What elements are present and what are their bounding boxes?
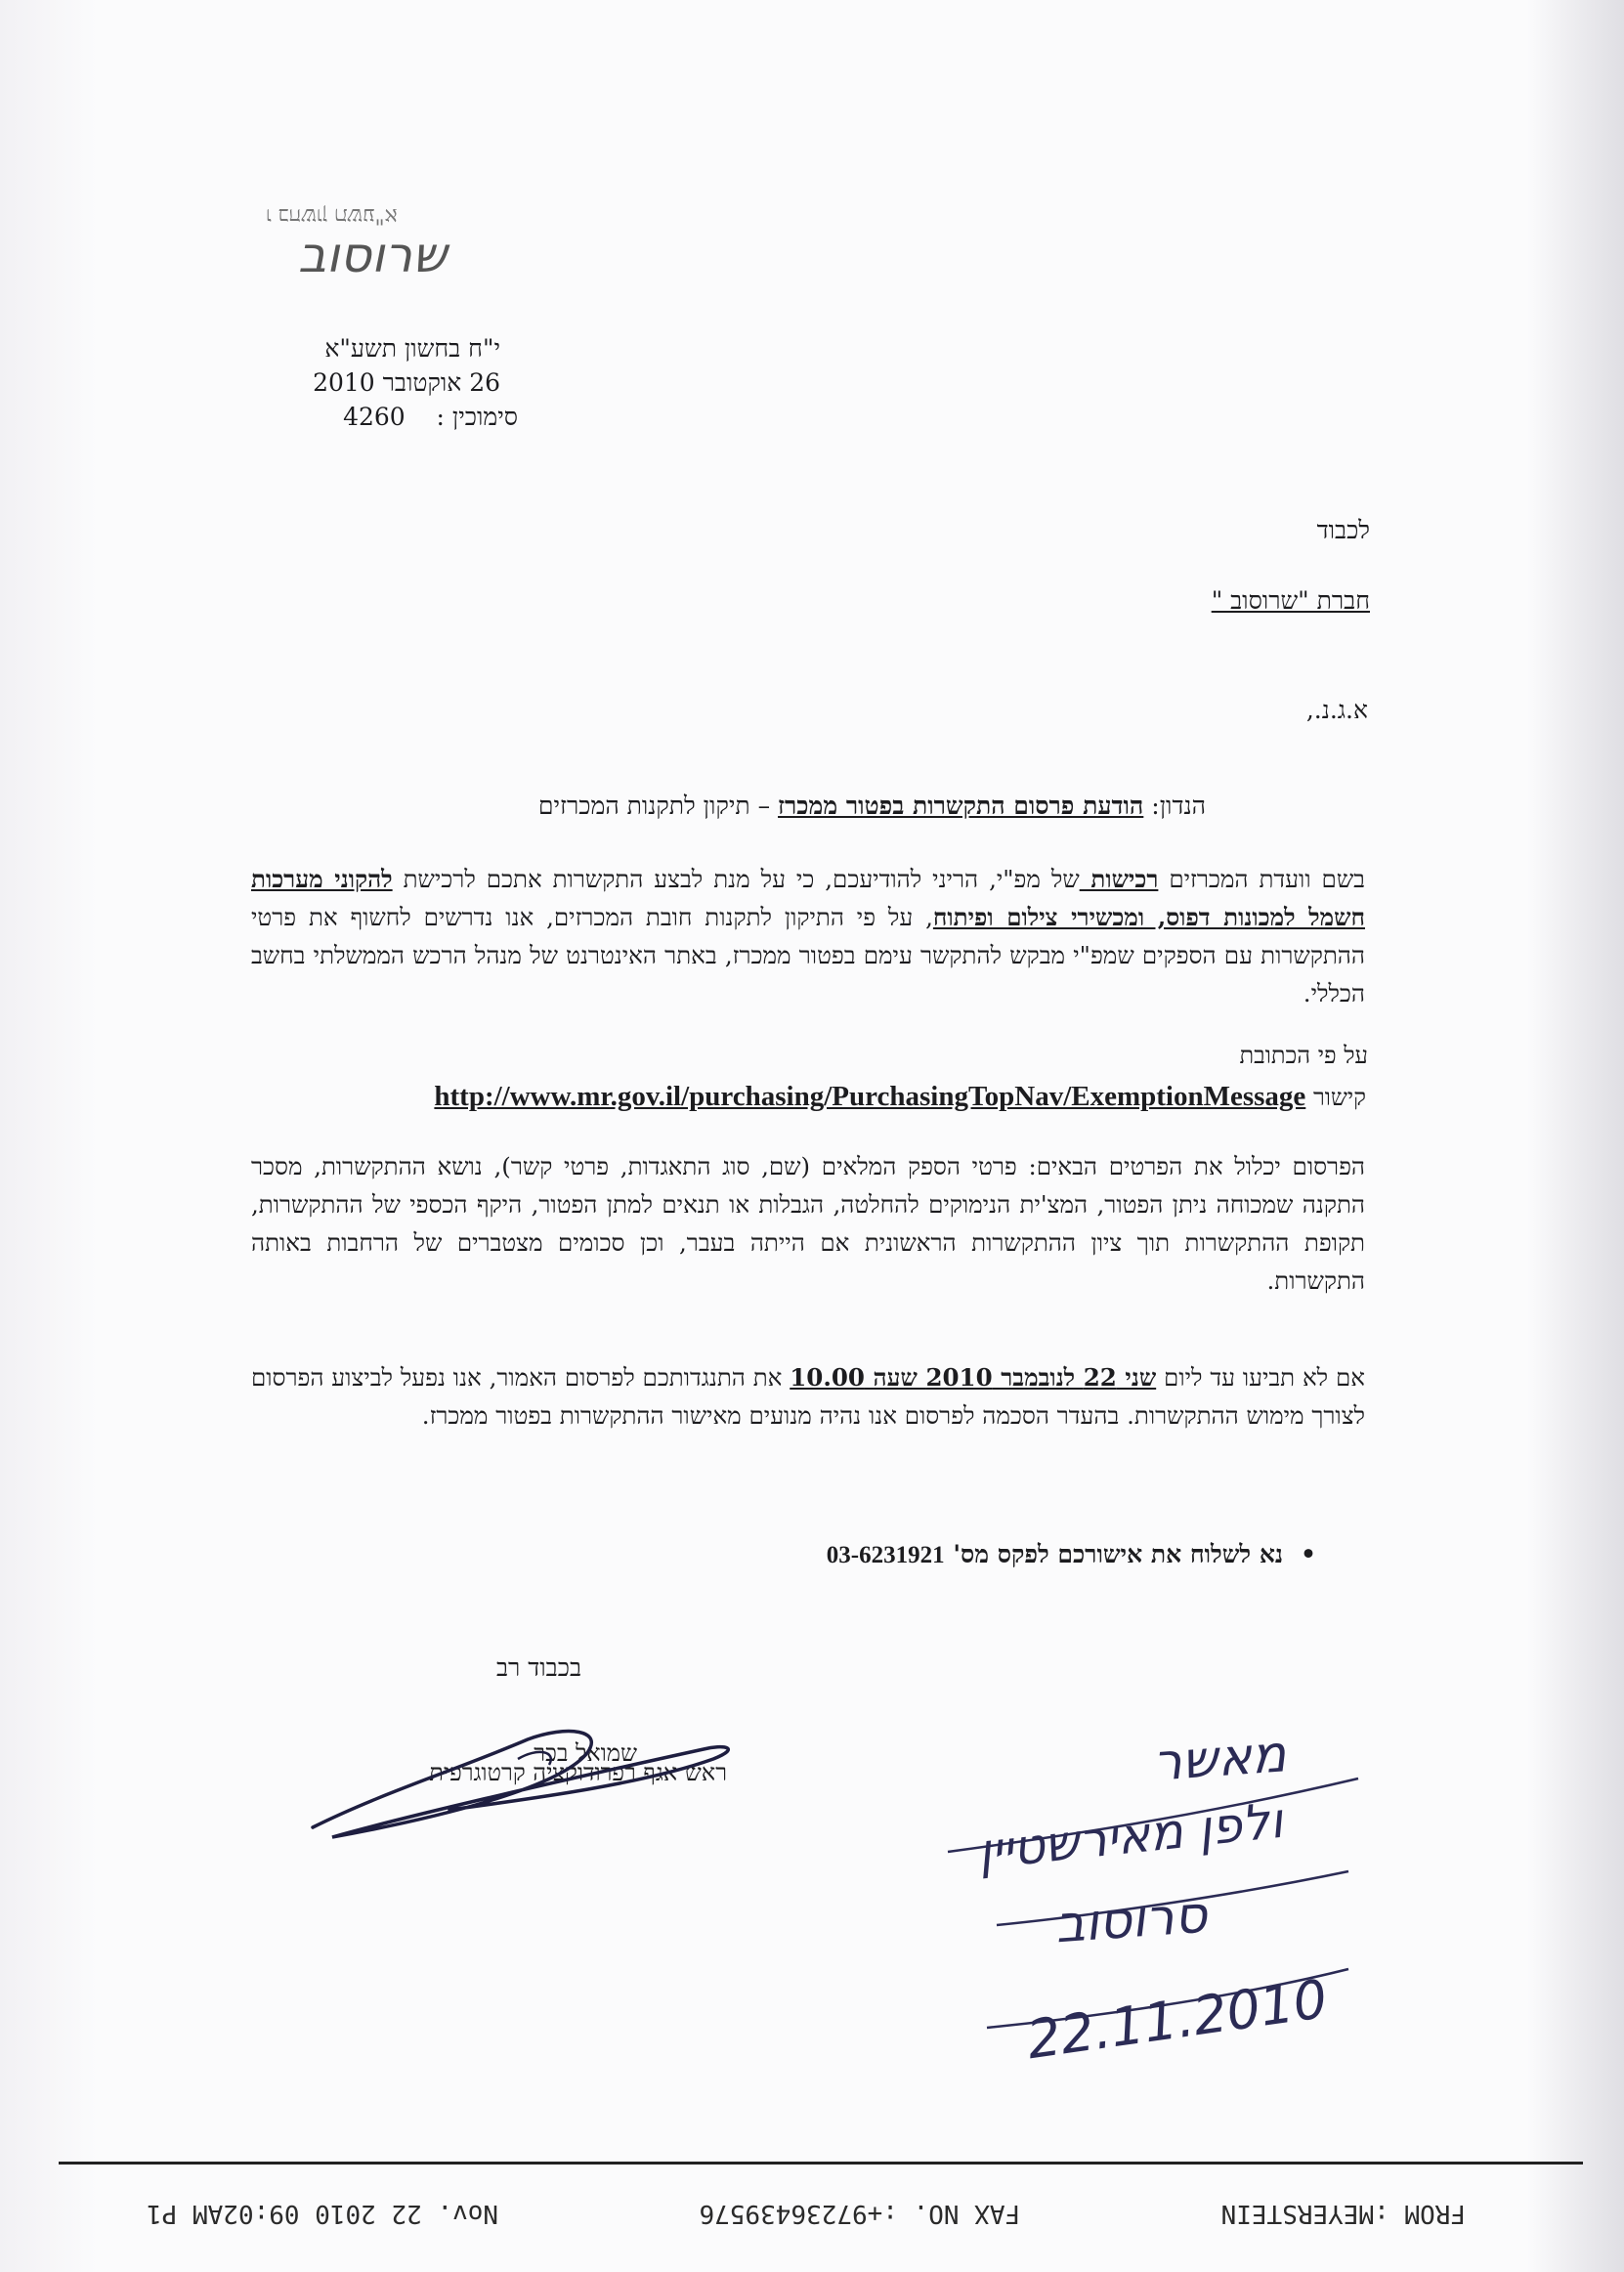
fax-transmission-header [147,2197,1466,2230]
handwritten-approval-date: 22.11.2010 [1023,1967,1332,2072]
address-label: על פי הכתובת [1239,1042,1368,1069]
fax-instruction-text: נא לשלוח את אישורכם לפקס מס' [953,1540,1284,1568]
handwritten-company-name: שרוסוב [298,227,448,283]
paragraph-publication-details: הפרסום יכלול את הפרטים הבאים: פרטי הספק המלאים (שם, סוג התאגדות, פרטי קשר), נושא ההתקשרות, מסכר התקנה שמכוחה ניתן הפטור, המצ'ית הנימוקים להחלטה, הגבלות או תנאים למתן הפטור, היקף הכספי של ההתקשרות, תקופת ההתקשרות תוך ציון ההתקשרות הראשונית אם הייתה בעבר, וכן סכומים מצטברים של הרחבות באותה התקשרות. [251,1152,1365,1295]
addressee-company: חברת "שרוסוב " [1211,586,1370,615]
addressee-label: לכבוד [1316,516,1370,544]
subject-title: הודעת פרסום התקשרות בפטור ממכרז [778,792,1144,820]
p1-committee-field: רכישות [1079,865,1159,893]
bullet-dot: • [1301,1540,1316,1568]
header-partial-line: ו בחשון תשע"א [266,203,398,228]
fax-number-header: FAX NO. :+97236439576 [699,2199,1021,2228]
greeting: א.ג.נ., [1305,696,1368,724]
fax-instruction [437,1540,1316,1569]
reference-label: סימוכין [451,403,518,431]
subject-label: הנדון: [1151,792,1206,820]
signer-title: ראש אגף רפרודוקציה קרטוגרפית [429,1759,727,1786]
p1-purchase-subject: להקוני מערכות חשמל למכונות דפוס, ומכשירי צילום ופיתוח [251,865,1365,931]
closing: בכבוד רב [495,1653,581,1682]
p3-text-b: את התנגדותכם לפרסום האמור, אנו נפעל לביצוע הפרסום לצורך מימוש ההתקשרות. בהעדר הסכמה לפרסום אנו נהיה מנועים מאישור ההתקשרות בפטור ממכרז. [251,1363,1365,1430]
fax-number: 03-6231921 [826,1542,945,1568]
hebrew-date: י"ח בחשון תשע"א [324,334,500,363]
paragraph-intro [251,860,1365,1012]
fax-header-rule [59,2162,1583,2165]
p3-deadline-date: שני 22 לנובמבר 2010 שעה 10.00 [790,1363,1157,1392]
p1-text-a: בשם וועדת המכרזים [1158,865,1365,893]
paragraph-deadline [251,1358,1365,1435]
link-row [193,1077,1366,1117]
p3-text-a: אם לא תביעו עד ליום [1156,1363,1365,1392]
gregorian-date: 26 אוקטובר 2010 [313,368,500,397]
signer-name: שמואל בכר [534,1739,637,1767]
fax-from: FROM :MEYERSTEIN [1220,2199,1466,2228]
subject-line [326,788,1206,825]
reference-value: 4260 [343,403,406,431]
p1-text-c: , על פי התיקון לתקנות חובת המכרזים, אנו נדרשים לחשוף את פרטי ההתקשרות עם הספקים שמפ"י מבקש להתקשר עימם בפטור ממכרז, באתר האינטרנט של מנהל הרכש הממשלתי בחשב הכללי. [251,903,1365,1007]
reference-line: סימוכין : 4260 [343,403,518,431]
p1-text-b: של מפ"י, הריני להודיעכם, כי על מנת לבצע התקשרות אתכם לרכישת [392,865,1080,893]
link-label: קישור [1312,1084,1366,1111]
exemption-message-link[interactable]: http://www.mr.gov.il/purchasing/PurchasingTopNav/ExemptionMessage [434,1081,1306,1112]
handwritten-approval-line2: ולפן מאירשטיין [974,1791,1286,1881]
approval-underlines [938,1759,1378,2052]
handwritten-approval-line3: סרוסוב [1053,1885,1210,1955]
handwritten-approval-line1: מאשר [1151,1725,1289,1793]
page-edge-shadow [1531,0,1624,2272]
subject-suffix: – תיקון לתקנות המכרזים [537,792,779,820]
signature-scribble [293,1700,752,1857]
fax-date: Nov. 22 2010 09:02AM P1 [147,2199,499,2228]
